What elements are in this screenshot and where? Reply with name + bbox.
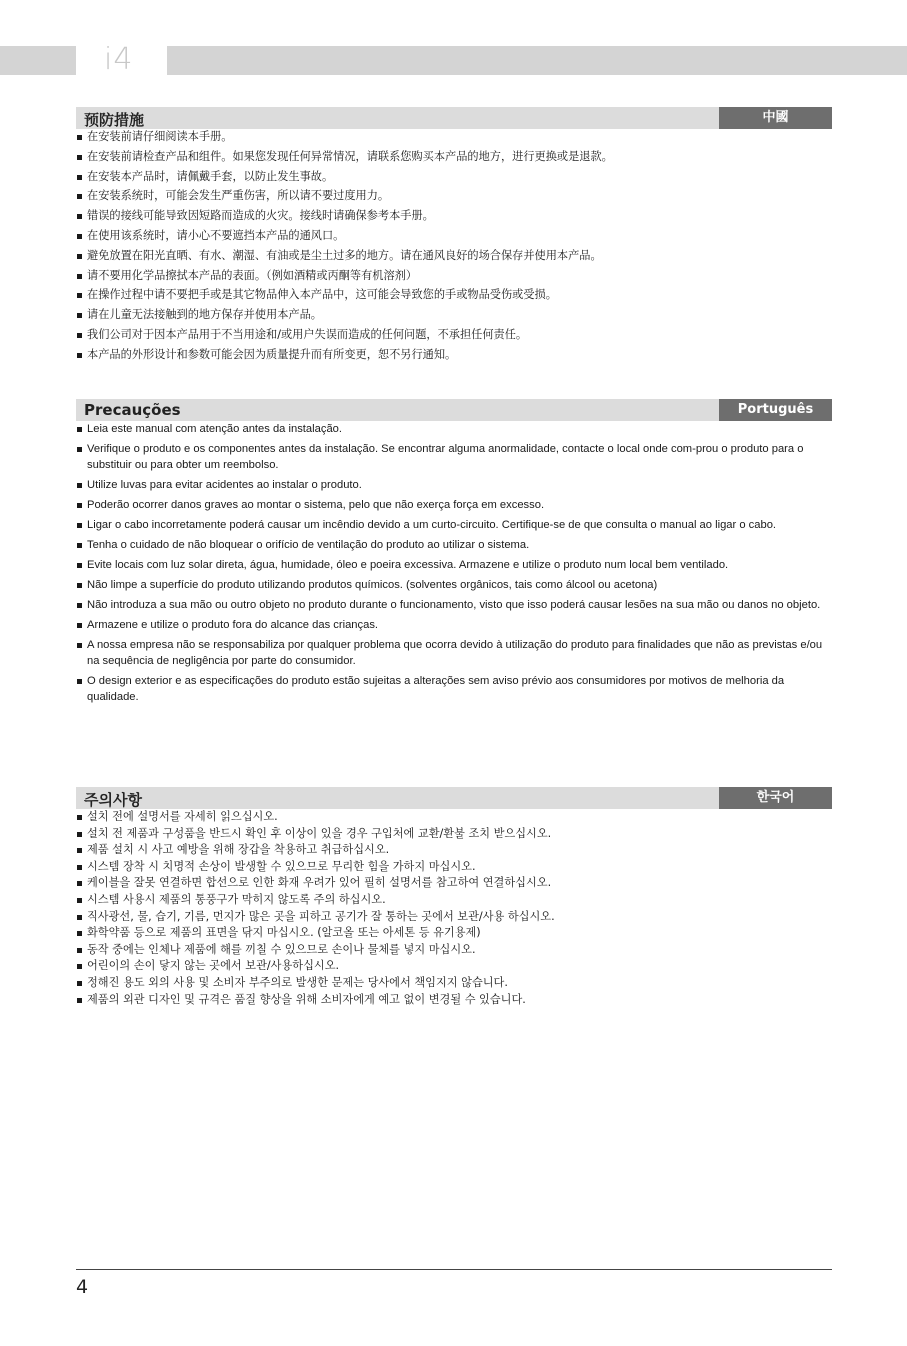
section-chinese bbox=[76, 107, 832, 367]
list-item: 本产品的外形设计和参数可能会因为质量提升而有所变更，恕不另行通知。 bbox=[76, 347, 832, 363]
language-badge: 한국어 bbox=[719, 787, 832, 809]
list-item: 在操作过程中请不要把手或是其它物品伸入本产品中，这可能会导致您的手或物品受伤或受损。 bbox=[76, 287, 832, 303]
list-item: 我们公司对于因本产品用于不当用途和/或用户失误而造成的任何问题，不承担任何责任。 bbox=[76, 327, 832, 343]
list-item: 정해진 용도 외의 사용 및 소비자 부주의로 발생한 문제는 당사에서 책임지지 않습니다. bbox=[76, 975, 832, 991]
list-item: Tenha o cuidado de não bloquear o orifício de ventilação do produto ao utilizar o sistema. bbox=[76, 537, 832, 553]
header-bar-left bbox=[0, 46, 76, 75]
list-item: 어린이의 손이 닿지 않는 곳에서 보관/사용하십시오. bbox=[76, 958, 832, 974]
list-item: 케이블을 잘못 연결하면 합선으로 인한 화재 우려가 있어 필히 설명서를 참고하여 연결하십시오. bbox=[76, 875, 832, 891]
list-item: Poderão ocorrer danos graves ao montar o sistema, pelo que não exerça força em excesso. bbox=[76, 497, 832, 513]
list-item: 직사광선, 물, 습기, 기름, 먼지가 많은 곳을 피하고 공기가 잘 통하는 곳에서 보관/사용 하십시오. bbox=[76, 909, 832, 925]
footer-divider bbox=[76, 1269, 832, 1270]
list-item: 在安装本产品时，请佩戴手套，以防止发生事故。 bbox=[76, 169, 832, 185]
model-name: i4 bbox=[104, 42, 134, 77]
section-korean bbox=[76, 787, 832, 1008]
list-item: 설치 전에 설명서를 자세히 읽으십시오. bbox=[76, 809, 832, 825]
list-item: Não introduza a sua mão ou outro objeto no produto durante o funcionamento, visto que isso poderá causar lesões na sua mão ou danos no objeto. bbox=[76, 597, 832, 613]
list-item: 请不要用化学品擦拭本产品的表面。（例如酒精或丙酮等有机溶剂） bbox=[76, 268, 832, 284]
list-item: 설치 전 제품과 구성품을 반드시 확인 후 이상이 있을 경우 구입처에 교환/환불 조치 받으십시오. bbox=[76, 826, 832, 842]
list-item: Não limpe a superfície do produto utilizando produtos químicos. (solventes orgânicos, tais como álcool ou acetona) bbox=[76, 577, 832, 593]
list-item: 시스템 사용시 제품의 통풍구가 막히지 않도록 주의 하십시오. bbox=[76, 892, 832, 908]
list-item: 避免放置在阳光直晒、有水、潮湿、有油或是尘土过多的地方。请在通风良好的场合保存并使用本产品。 bbox=[76, 248, 832, 264]
page-number: 4 bbox=[76, 1276, 89, 1298]
list-item: 在安装前请仔细阅读本手册。 bbox=[76, 129, 832, 145]
list-item: Utilize luvas para evitar acidentes ao instalar o produto. bbox=[76, 477, 832, 493]
list-item: 제품의 외관 디자인 및 규격은 품질 향상을 위해 소비자에게 예고 없이 변경될 수 있습니다. bbox=[76, 992, 832, 1008]
list-item: O design exterior e as especificações do produto estão sujeitas a alterações sem aviso prévio aos consumidores por motivos de melhoria da qualidade. bbox=[76, 673, 832, 705]
section-title: 预防措施 bbox=[84, 111, 145, 129]
section-title: Precauções bbox=[84, 401, 181, 419]
list-item: 错误的接线可能导致因短路而造成的火灾。接线时请确保参考本手册。 bbox=[76, 208, 832, 224]
list-item: 在安装系统时，可能会发生严重伤害，所以请不要过度用力。 bbox=[76, 188, 832, 204]
section-header bbox=[76, 107, 832, 129]
language-badge: 中國 bbox=[719, 107, 832, 129]
section-header bbox=[76, 787, 832, 809]
section-portuguese bbox=[76, 399, 832, 709]
section-title: 주의사항 bbox=[84, 791, 142, 809]
list-item: Evite locais com luz solar direta, água, humidade, óleo e poeira excessiva. Armazene e utilize o produto num local bem ventilado. bbox=[76, 557, 832, 573]
list-item: 동작 중에는 인체나 제품에 해를 끼칠 수 있으므로 손이나 물체를 넣지 마십시오. bbox=[76, 942, 832, 958]
list-item: 请在儿童无法接触到的地方保存并使用本产品。 bbox=[76, 307, 832, 323]
list-item: 화학약품 등으로 제품의 표면을 닦지 마십시오. (알코올 또는 아세톤 등 유기용제) bbox=[76, 925, 832, 941]
list-item: A nossa empresa não se responsabiliza por qualquer problema que ocorra devido à utilização do produto para finalidades que não as previstas e/ou na sequência de negligência por parte do consumidor. bbox=[76, 637, 832, 669]
precautions-list bbox=[76, 129, 832, 363]
precautions-list bbox=[76, 809, 832, 1008]
list-item: 在安装前请检查产品和组件。如果您发现任何异常情况，请联系您购买本产品的地方，进行更换或是退款。 bbox=[76, 149, 832, 165]
header-bar-right bbox=[167, 46, 907, 75]
section-header bbox=[76, 399, 832, 421]
precautions-list bbox=[76, 421, 832, 705]
list-item: 제품 설치 시 사고 예방을 위해 장갑을 착용하고 취급하십시오. bbox=[76, 842, 832, 858]
list-item: Ligar o cabo incorretamente poderá causar um incêndio devido a um curto-circuito. Certifique-se de que consulta o manual ao ligar o cabo. bbox=[76, 517, 832, 533]
list-item: Verifique o produto e os componentes antes da instalação. Se encontrar alguma anormalidade, contacte o local onde com-prou o produto para o substituir ou para obter um reembolso. bbox=[76, 441, 832, 473]
list-item: Leia este manual com atenção antes da instalação. bbox=[76, 421, 832, 437]
language-badge: Português bbox=[719, 399, 832, 421]
list-item: 시스템 장착 시 치명적 손상이 발생할 수 있으므로 무리한 힘을 가하지 마십시오. bbox=[76, 859, 832, 875]
list-item: 在使用该系统时，请小心不要遮挡本产品的通风口。 bbox=[76, 228, 832, 244]
list-item: Armazene e utilize o produto fora do alcance das crianças. bbox=[76, 617, 832, 633]
